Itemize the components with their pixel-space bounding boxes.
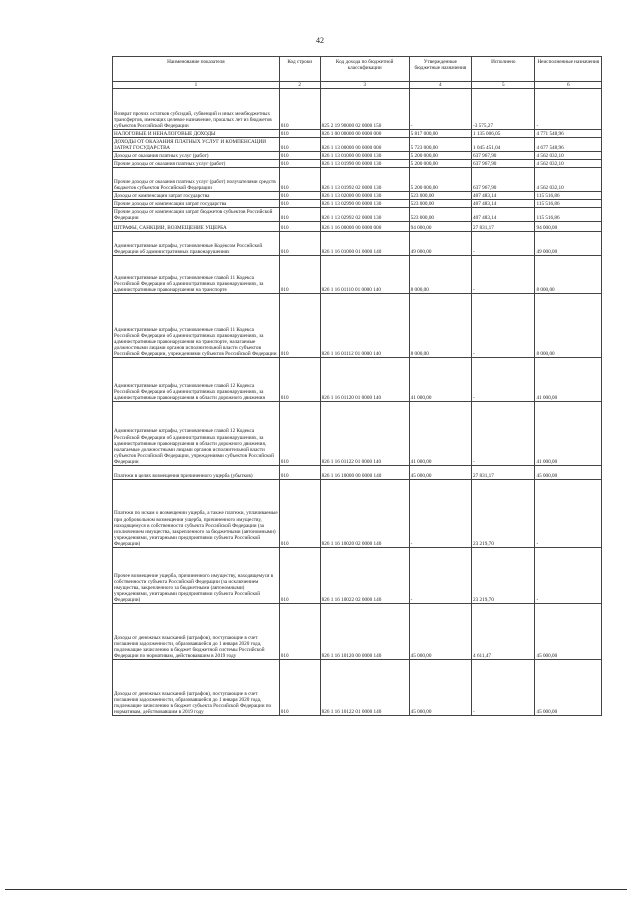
- cell-name: Доходы от компенсации затрат государства: [113, 192, 280, 200]
- table-row: [113, 208, 602, 222]
- cell-code: 010: [279, 160, 320, 168]
- column-header-approved: Утвержденные бюджетные назначения: [409, 57, 471, 82]
- cell-approved: 41 000,00: [409, 358, 471, 402]
- cell-kbk: 826 1 13 01990 00 0000 130: [320, 160, 409, 168]
- cell-code: 010: [279, 222, 320, 232]
- column-header-remaining: Неисполненные назначения: [535, 57, 602, 82]
- cell-name: Доходы от денежных взысканий (штрафов), поступающие в счет погашения задолженности, образовавшейся до 1 января 2020 года, подлежащие зачислению в бюджет субъекта Российской Федерации по нормативам, действовавшим в 2019 году: [113, 660, 280, 716]
- cell-code: 010: [279, 208, 320, 222]
- column-header-kbk: Код дохода по бюджетной классификации: [320, 57, 409, 82]
- cell-name: ШТРАФЫ, САНКЦИИ, ВОЗМЕЩЕНИЕ УЩЕРБА: [113, 222, 280, 232]
- cell-name: Административные штрафы, установленные Кодексом Российской Федерации об административных правонарушениях: [113, 232, 280, 256]
- cell-executed: -: [472, 358, 535, 402]
- cell-approved: 523 000,00: [409, 208, 471, 222]
- cell-code: 010: [279, 660, 320, 716]
- cell-code: 010: [279, 294, 320, 358]
- table-row: [113, 89, 602, 130]
- table-row: [113, 604, 602, 660]
- cell-code: 010: [279, 130, 320, 138]
- cell-executed: 27 831,17: [472, 222, 535, 232]
- cell-code: 010: [279, 200, 320, 208]
- table-row: [113, 256, 602, 294]
- table-row: [113, 168, 602, 192]
- cell-kbk: 825 2 19 90000 02 0000 150: [320, 89, 409, 130]
- cell-code: 010: [279, 358, 320, 402]
- cell-remaining: 4 562 032,10: [535, 168, 602, 192]
- cell-executed: 407 483,14: [472, 192, 535, 200]
- cell-code: 010: [279, 548, 320, 604]
- cell-remaining: 4 562 032,10: [535, 152, 602, 160]
- column-number-row: [113, 82, 602, 89]
- cell-code: 010: [279, 604, 320, 660]
- cell-kbk: 826 1 13 02990 00 0000 130: [320, 200, 409, 208]
- table-row: [113, 130, 602, 138]
- table-row: [113, 548, 602, 604]
- cell-executed: 23 219,70: [472, 548, 535, 604]
- cell-kbk: 826 1 16 01120 01 0000 140: [320, 358, 409, 402]
- cell-code: 010: [279, 480, 320, 548]
- cell-approved: -: [409, 480, 471, 548]
- cell-executed: 637 967,90: [472, 168, 535, 192]
- cell-remaining: 8 000,00: [535, 256, 602, 294]
- cell-name: Административные штрафы, установленные главой 12 Кодекса Российской Федерации об административных правонарушениях, за административные правонарушения в области дорожного движения, налагаемые должностными лицами органов исполнительной власти субъектов Российской Федерации, учреждениями субъектов Российской Федерации: [113, 402, 280, 466]
- cell-remaining: 4 771 548,96: [535, 130, 602, 138]
- cell-name: Доходы от оказания платных услуг (работ): [113, 152, 280, 160]
- cell-kbk: 826 1 13 02992 02 0000 130: [320, 208, 409, 222]
- cell-executed: 407 483,14: [472, 208, 535, 222]
- cell-name: Прочие доходы от компенсации затрат бюджетов субъектов Российской Федерации: [113, 208, 280, 222]
- cell-name: Прочее возмещение ущерба, причиненного имуществу, находящемуся в собственности субъекта Российской Федерации (за исключением имущества, закрепленного за бюджетными (автономными) учреждениями, унитарными предприятиями субъекта Российской Федерации): [113, 548, 280, 604]
- table-row: [113, 222, 602, 232]
- column-number: 1: [113, 82, 280, 89]
- table-row: [113, 294, 602, 358]
- cell-name: Административные штрафы, установленные главой 11 Кодекса Российской Федерации об административных правонарушениях, за административные правонарушения на транспорте, налагаемые должностными лицами органов исполнительной власти субъектов Российской Федерации, учреждениями субъектов Российской Федерации: [113, 294, 280, 358]
- cell-executed: -: [472, 232, 535, 256]
- cell-kbk: 826 1 16 00000 00 0000 000: [320, 222, 409, 232]
- column-number: 5: [472, 82, 535, 89]
- cell-kbk: 826 1 16 10122 01 0000 140: [320, 660, 409, 716]
- cell-executed: -: [472, 660, 535, 716]
- cell-executed: 637 967,90: [472, 160, 535, 168]
- cell-name: Административные штрафы, установленные главой 12 Кодекса Российской Федерации об административных правонарушениях, за административные правонарушения в области дорожного движения: [113, 358, 280, 402]
- cell-remaining: 4 562 032,10: [535, 160, 602, 168]
- cell-kbk: 826 1 16 10020 02 0000 140: [320, 480, 409, 548]
- cell-name: НАЛОГОВЫЕ И НЕНАЛОГОВЫЕ ДОХОДЫ: [113, 130, 280, 138]
- cell-name: Доходы от денежных взысканий (штрафов), поступающие в счет погашения задолженности, образовавшейся до 1 января 2020 года, подлежащие зачислению в бюджет бюджетной системы Российской Федерации по нормативам, действовавшим в 2019 году: [113, 604, 280, 660]
- cell-name: Платежи по искам о возмещении ущерба, а также платежи, уплачиваемые при добровольном возмещении ущерба, причиненного имуществу, находящемуся в собственности субъекта Российской Федерации (за исключением имущества, закрепленного за бюджетными (автономными) учреждениями, унитарными предприятиями субъекта Российской Федерации): [113, 480, 280, 548]
- column-header-executed: Исполнено: [472, 57, 535, 82]
- cell-remaining: 115 516,86: [535, 200, 602, 208]
- cell-code: 010: [279, 89, 320, 130]
- cell-kbk: 826 1 16 01110 01 0000 140: [320, 256, 409, 294]
- cell-executed: -3 575,27: [472, 89, 535, 130]
- table-header-row: [113, 57, 602, 82]
- cell-executed: 27 831,17: [472, 466, 535, 480]
- table-row: [113, 138, 602, 152]
- table-row: [113, 480, 602, 548]
- cell-name: Прочие доходы от компенсации затрат государства: [113, 200, 280, 208]
- column-header-code: Код строки: [279, 57, 320, 82]
- cell-remaining: 8 000,00: [535, 294, 602, 358]
- cell-approved: 523 000,00: [409, 200, 471, 208]
- cell-approved: 49 000,00: [409, 232, 471, 256]
- table-row: [113, 192, 602, 200]
- table-body: [113, 89, 602, 716]
- table-row: [113, 232, 602, 256]
- cell-remaining: 115 516,86: [535, 208, 602, 222]
- cell-approved: 94 000,00: [409, 222, 471, 232]
- cell-approved: 45 000,00: [409, 660, 471, 716]
- cell-remaining: -: [535, 548, 602, 604]
- cell-executed: 4 611,47: [472, 604, 535, 660]
- footer-rule: [5, 889, 627, 890]
- cell-approved: 5 723 000,00: [409, 138, 471, 152]
- cell-approved: 45 000,00: [409, 466, 471, 480]
- column-number: 4: [409, 82, 471, 89]
- cell-kbk: 826 1 16 10000 00 0000 140: [320, 466, 409, 480]
- table-row: [113, 160, 602, 168]
- cell-executed: 1 045 451,04: [472, 138, 535, 152]
- cell-code: 010: [279, 256, 320, 294]
- cell-executed: -: [472, 294, 535, 358]
- cell-remaining: 49 000,00: [535, 232, 602, 256]
- cell-executed: 637 967,90: [472, 152, 535, 160]
- cell-remaining: 41 000,00: [535, 358, 602, 402]
- table-row: [113, 152, 602, 160]
- cell-kbk: 826 1 13 00000 00 0000 000: [320, 138, 409, 152]
- cell-code: 010: [279, 168, 320, 192]
- cell-kbk: 826 1 16 01122 01 0000 140: [320, 402, 409, 466]
- column-number: 2: [279, 82, 320, 89]
- cell-code: 010: [279, 232, 320, 256]
- cell-approved: 523 000,00: [409, 192, 471, 200]
- cell-remaining: 4 677 548,96: [535, 138, 602, 152]
- cell-remaining: 45 000,00: [535, 466, 602, 480]
- cell-approved: 41 000,00: [409, 402, 471, 466]
- cell-executed: -: [472, 402, 535, 466]
- cell-code: 010: [279, 192, 320, 200]
- cell-kbk: 826 1 13 01000 00 0000 130: [320, 152, 409, 160]
- cell-executed: 23 219,70: [472, 480, 535, 548]
- table-row: [113, 402, 602, 466]
- cell-name: Прочие доходы от оказания платных услуг (работ): [113, 160, 280, 168]
- cell-remaining: 115 516,86: [535, 192, 602, 200]
- cell-approved: 45 000,00: [409, 604, 471, 660]
- cell-name: Платежи в целях возмещения причиненного ущерба (убытков): [113, 466, 280, 480]
- cell-name: Административные штрафы, установленные главой 11 Кодекса Российской Федерации об административных правонарушениях, за административные правонарушения на транспорте: [113, 256, 280, 294]
- cell-approved: 5 817 000,00: [409, 130, 471, 138]
- table-row: [113, 466, 602, 480]
- cell-code: 010: [279, 466, 320, 480]
- cell-approved: 8 000,00: [409, 294, 471, 358]
- cell-approved: 5 200 000,00: [409, 152, 471, 160]
- cell-code: 010: [279, 138, 320, 152]
- cell-kbk: 826 1 13 02000 00 0000 130: [320, 192, 409, 200]
- cell-kbk: 826 1 13 01992 02 0000 130: [320, 168, 409, 192]
- column-number: 3: [320, 82, 409, 89]
- cell-executed: 407 483,14: [472, 200, 535, 208]
- page-number: 42: [316, 36, 324, 45]
- cell-code: 010: [279, 402, 320, 466]
- cell-remaining: 45 000,00: [535, 604, 602, 660]
- table-row: [113, 200, 602, 208]
- cell-executed: 1 135 006,05: [472, 130, 535, 138]
- column-number: 6: [535, 82, 602, 89]
- cell-kbk: 826 1 16 01112 01 0000 140: [320, 294, 409, 358]
- column-header-name: Наименование показателя: [113, 57, 280, 82]
- cell-name: ДОХОДЫ ОТ ОКАЗАНИЯ ПЛАТНЫХ УСЛУГ И КОМПЕНСАЦИИ ЗАТРАТ ГОСУДАРСТВА: [113, 138, 280, 152]
- cell-name: Прочие доходы от оказания платных услуг (работ) получателями средств бюджетов субъектов Российской Федерации: [113, 168, 280, 192]
- cell-remaining: -: [535, 480, 602, 548]
- cell-approved: 8 000,00: [409, 256, 471, 294]
- cell-approved: -: [409, 548, 471, 604]
- cell-executed: -: [472, 256, 535, 294]
- cell-kbk: 826 1 00 00000 00 0000 000: [320, 130, 409, 138]
- cell-code: 010: [279, 152, 320, 160]
- cell-kbk: 826 1 16 10120 00 0000 140: [320, 604, 409, 660]
- cell-kbk: 826 1 16 01000 01 0000 140: [320, 232, 409, 256]
- cell-remaining: 45 000,00: [535, 660, 602, 716]
- cell-name: Возврат прочих остатков субсидий, субвенций и иных межбюджетных трансфертов, имеющих целевое назначение, прошлых лет из бюджетов субъектов Российской Федерации: [113, 89, 280, 130]
- cell-approved: 5 200 000,00: [409, 160, 471, 168]
- cell-remaining: 41 000,00: [535, 402, 602, 466]
- table-row: [113, 660, 602, 716]
- table-row: [113, 358, 602, 402]
- cell-remaining: -: [535, 89, 602, 130]
- cell-approved: 5 200 000,00: [409, 168, 471, 192]
- cell-approved: -: [409, 89, 471, 130]
- cell-remaining: 94 000,00: [535, 222, 602, 232]
- cell-kbk: 826 1 16 10022 02 0000 140: [320, 548, 409, 604]
- revenue-table: [112, 56, 602, 716]
